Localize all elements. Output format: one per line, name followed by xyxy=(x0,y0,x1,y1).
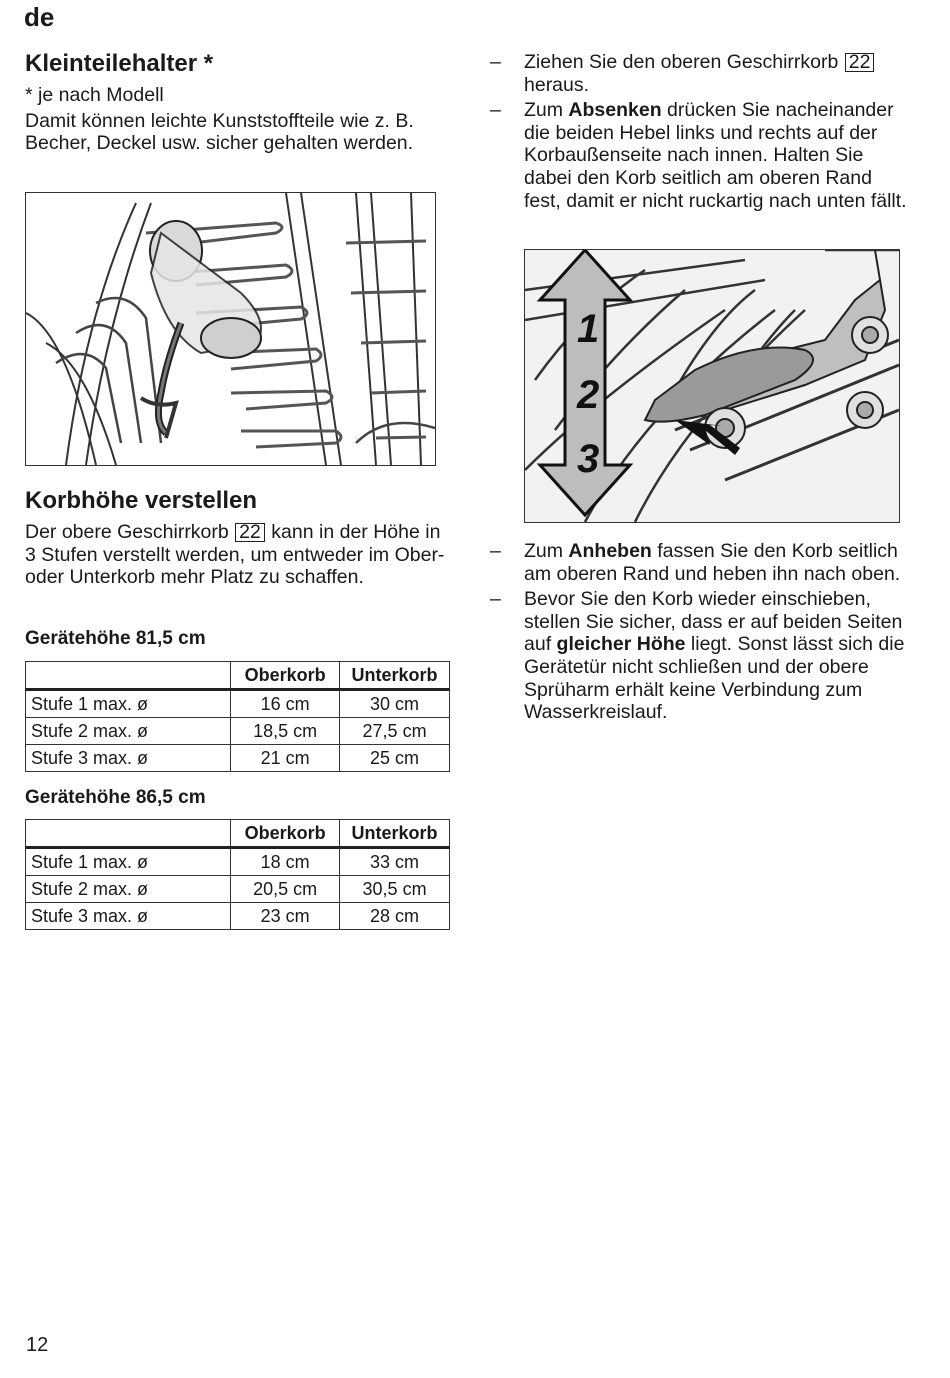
dash-bullet: – xyxy=(490,540,501,562)
instruction-lower xyxy=(490,99,914,212)
korbhoehe-section xyxy=(25,487,450,589)
table-header-row xyxy=(26,662,450,690)
table-row xyxy=(26,745,450,772)
header-oberkorb: Oberkorb xyxy=(231,662,340,690)
cell-oberkorb: 21 cm xyxy=(231,745,340,772)
part-reference-22: 22 xyxy=(235,523,265,542)
language-tag: de xyxy=(24,2,55,32)
kleinteilehalter-description: Damit können leichte Kunststoffteile wie z. B. Becher, Deckel usw. sicher gehalten werden. xyxy=(25,109,414,155)
table-row xyxy=(26,718,450,745)
page-number: 12 xyxy=(26,1334,49,1356)
level-number-3: 3 xyxy=(577,437,600,481)
right-column-bottom xyxy=(490,540,916,724)
cell-oberkorb: 18 cm xyxy=(231,848,340,876)
table2-caption: Gerätehöhe 86,5 cm xyxy=(25,787,206,808)
row-label: Stufe 3 max. ø xyxy=(26,745,231,772)
basket-cup-drawing xyxy=(26,193,435,465)
table-header-row xyxy=(26,820,450,848)
cell-unterkorb: 27,5 cm xyxy=(340,718,450,745)
section-title-kleinteilehalter: Kleinteilehalter * xyxy=(25,50,214,77)
header-unterkorb: Unterkorb xyxy=(340,820,450,848)
instruction-text: heraus. xyxy=(524,73,590,96)
cell-oberkorb: 16 cm xyxy=(231,690,340,718)
instruction-text: drücken Sie nacheinander die beiden Hebel links und rechts auf der Korbaußenseite nach innen. Halten Sie dabei den Korb seitlich am oberen Rand fest, damit er nicht ruckartig nach unten fällt. xyxy=(524,99,907,212)
height-table-86-5 xyxy=(25,819,450,930)
table1-caption: Gerätehöhe 81,5 cm xyxy=(25,628,206,649)
height-table-81-5 xyxy=(25,661,450,772)
header-cell xyxy=(26,820,231,848)
emphasis-gleicher-hoehe: gleicher Höhe xyxy=(556,633,686,656)
table-row xyxy=(26,903,450,930)
small-parts-holder-illustration xyxy=(25,192,436,466)
row-label: Stufe 3 max. ø xyxy=(26,903,231,930)
dash-bullet: – xyxy=(490,588,501,611)
korbhoehe-intro xyxy=(25,521,450,589)
cell-oberkorb: 20,5 cm xyxy=(231,876,340,903)
row-label: Stufe 1 max. ø xyxy=(26,690,231,718)
header-cell xyxy=(26,662,231,690)
row-label: Stufe 2 max. ø xyxy=(26,876,231,903)
instruction-text: Zum xyxy=(524,540,563,562)
instruction-text: Bevor Sie den Korb wieder einschieben, stellen Sie sicher, dass er auf beiden Seiten auf xyxy=(524,588,903,656)
emphasis-absenken: Absenken xyxy=(568,99,662,122)
dash-bullet: – xyxy=(490,99,501,122)
level-number-2: 2 xyxy=(577,373,600,417)
instruction-raise xyxy=(490,540,916,585)
intro-text-end: kann in der Höhe in 3 Stufen verstellt werden, um entweder im Ober- oder Unterkorb mehr Platz zu schaffen. xyxy=(25,521,445,589)
cell-oberkorb: 18,5 cm xyxy=(231,718,340,745)
table-row xyxy=(26,876,450,903)
model-note: * je nach Modell xyxy=(25,84,164,106)
emphasis-anheben: Anheben xyxy=(568,540,652,562)
table-row xyxy=(26,848,450,876)
row-label: Stufe 2 max. ø xyxy=(26,718,231,745)
cell-unterkorb: 30 cm xyxy=(340,690,450,718)
section-title-korbhoehe: Korbhöhe verstellen xyxy=(25,487,258,514)
instruction-text: liegt. Sonst lässt sich die Gerätetür nicht schließen und der obere Sprüharm erhält keine Verbindung zum Wasserkreislauf. xyxy=(524,633,905,724)
level-number-1: 1 xyxy=(577,307,600,351)
cell-unterkorb: 30,5 cm xyxy=(340,876,450,903)
right-column-top xyxy=(490,51,914,212)
cell-unterkorb: 25 cm xyxy=(340,745,450,772)
cell-unterkorb: 33 cm xyxy=(340,848,450,876)
instruction-text: fassen Sie den Korb seitlich am oberen Rand und heben ihn nach oben. xyxy=(524,540,901,585)
dash-bullet: – xyxy=(490,51,501,73)
cell-oberkorb: 23 cm xyxy=(231,903,340,930)
left-column xyxy=(25,50,445,155)
table-row xyxy=(26,690,450,718)
intro-text-start: Der obere Geschirrkorb xyxy=(25,521,229,543)
instruction-same-height xyxy=(490,588,916,724)
instruction-pull-out xyxy=(490,51,914,96)
instruction-text: Ziehen Sie den oberen Geschirrkorb xyxy=(524,51,839,73)
header-oberkorb: Oberkorb xyxy=(231,820,340,848)
basket-height-illustration xyxy=(524,249,900,523)
cell-unterkorb: 28 cm xyxy=(340,903,450,930)
basket-lever-drawing xyxy=(525,250,899,522)
instruction-text: Zum xyxy=(524,99,563,122)
row-label: Stufe 1 max. ø xyxy=(26,848,231,876)
header-unterkorb: Unterkorb xyxy=(340,662,450,690)
part-reference-22: 22 xyxy=(845,53,875,72)
